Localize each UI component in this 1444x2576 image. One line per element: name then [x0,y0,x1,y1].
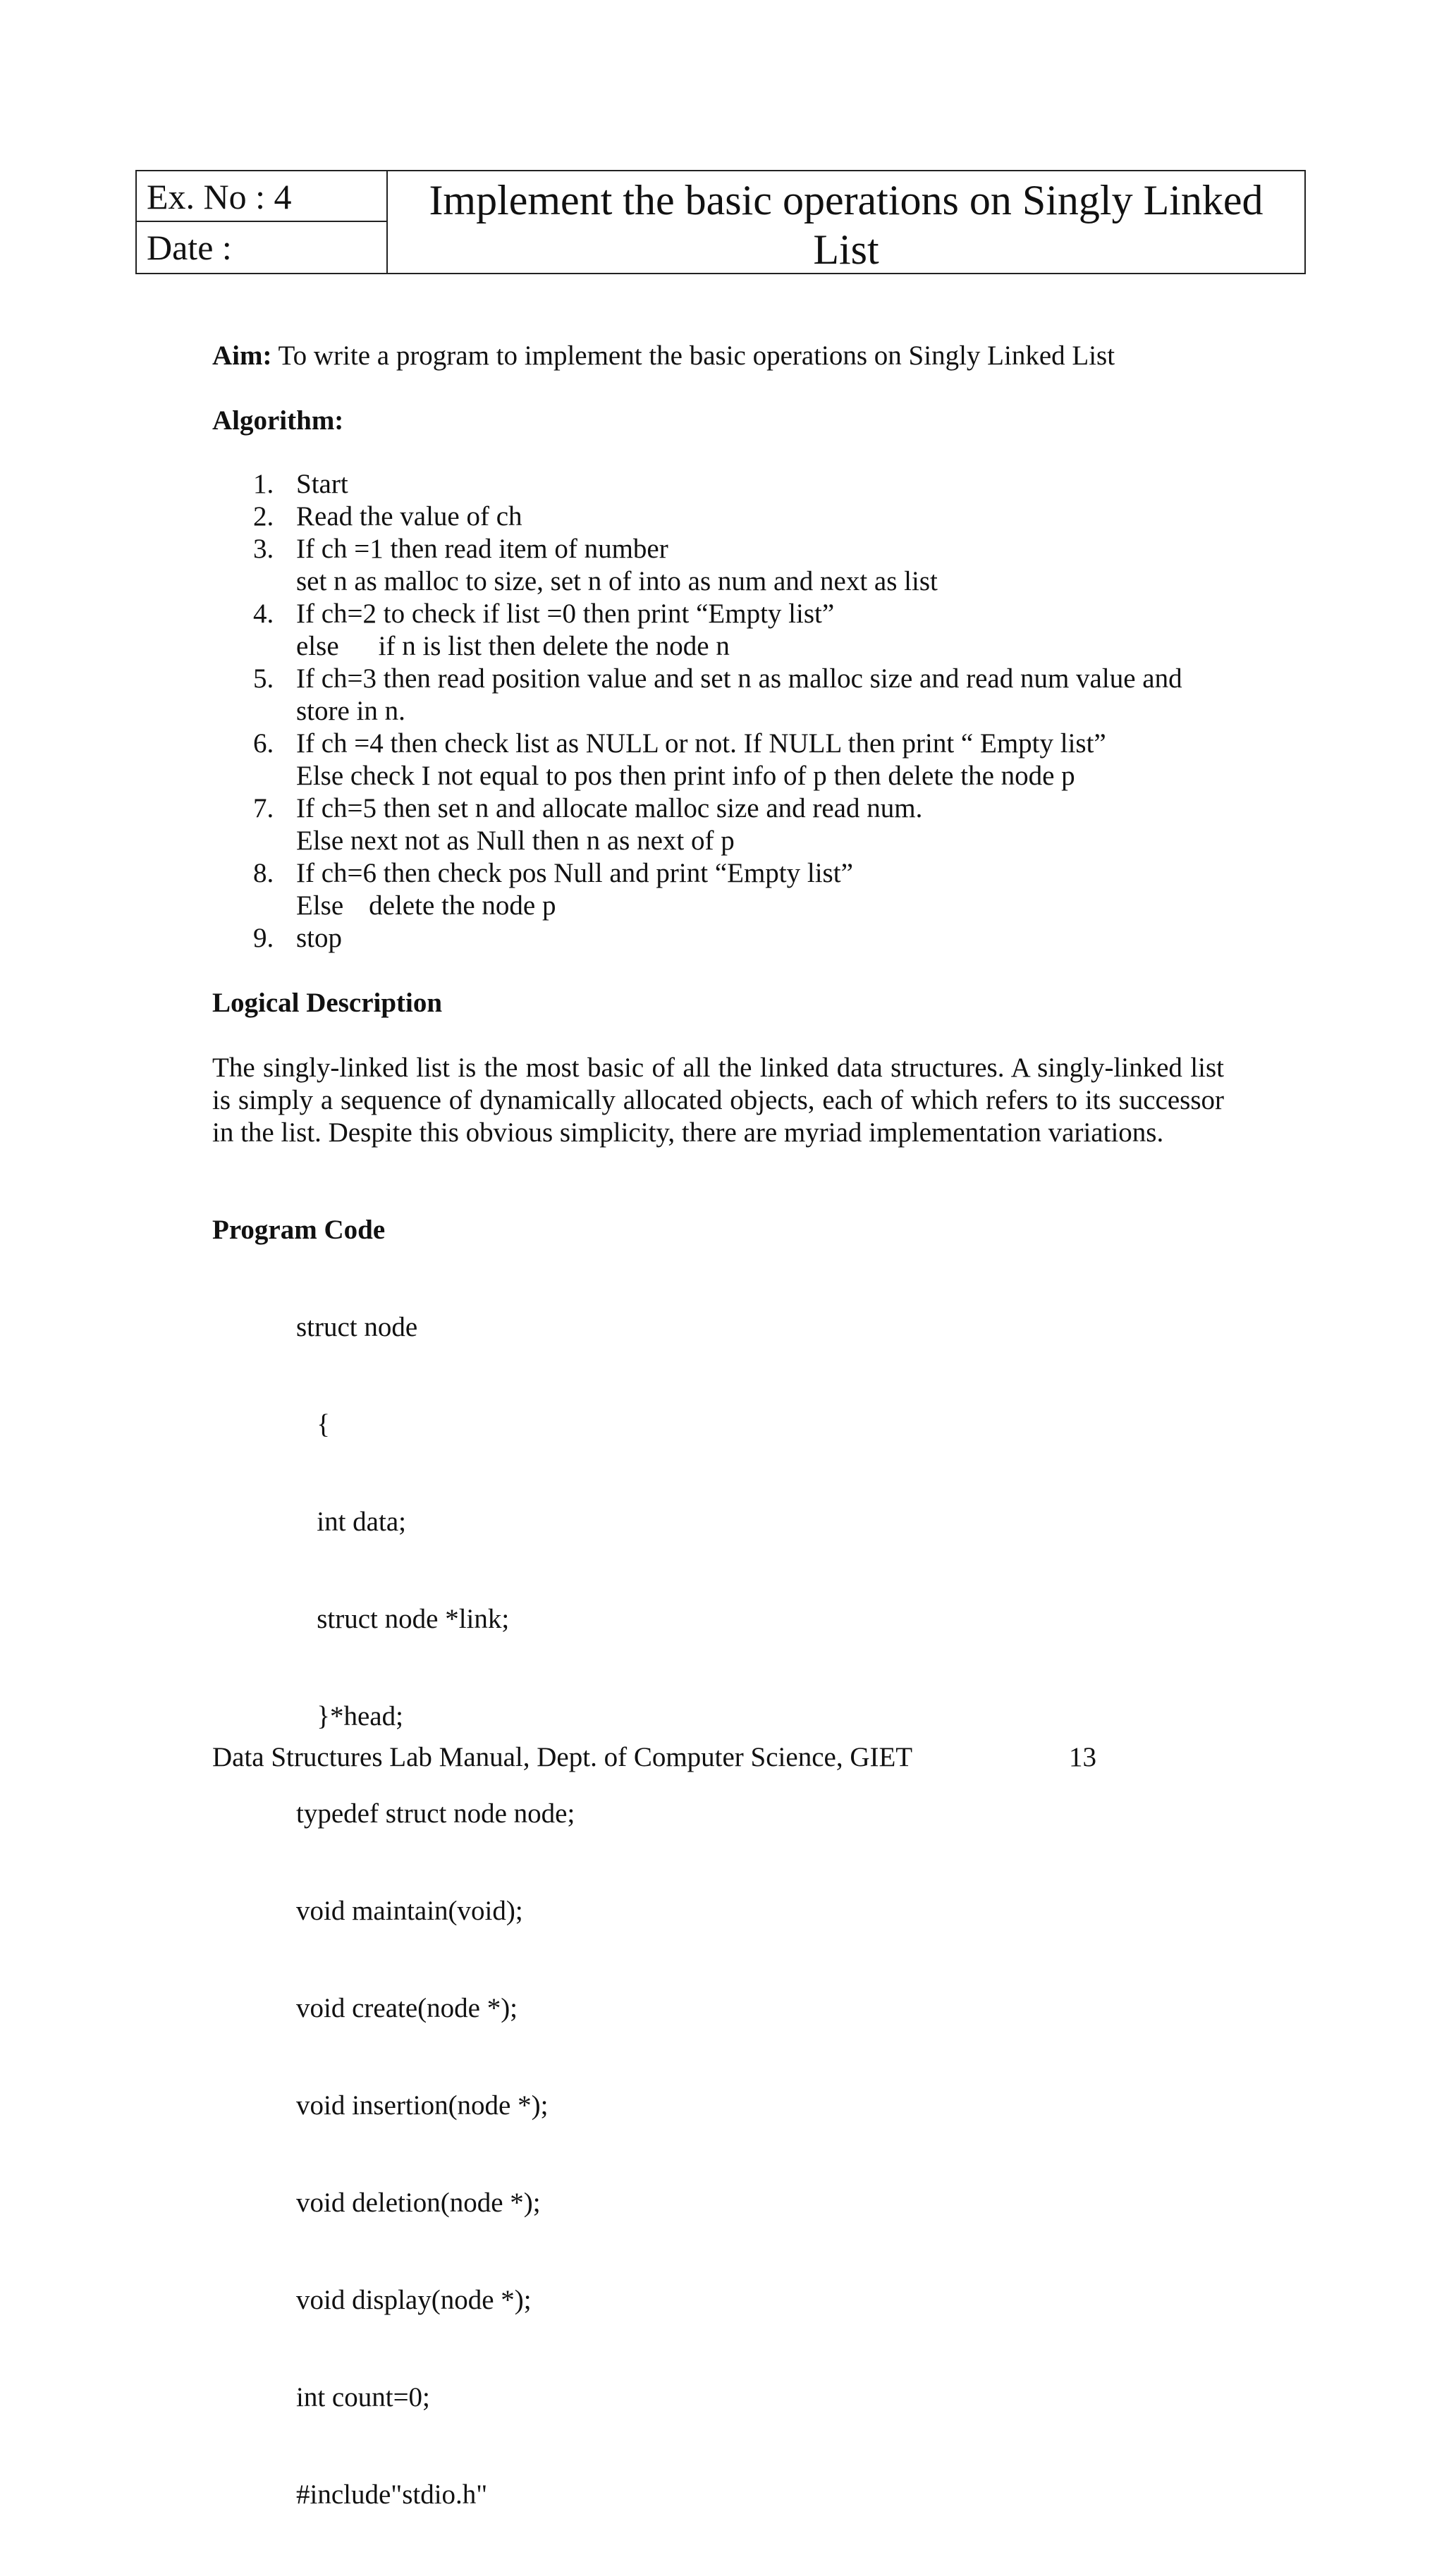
algorithm-step [212,728,1228,792]
step-text: If ch =4 then check list as NULL or not. If NULL then print “ Empty list” [296,728,1106,759]
step-text: Else next not as Null then n as next of p [296,826,735,856]
step-text: If ch=2 to check if list =0 then print “Empty list” [296,599,835,629]
step-text: Else check I not equal to pos then print info of p then delete the node p [296,761,1075,791]
code-line: void create(node *); [296,1993,518,2023]
exercise-title-line-2: List [813,226,879,273]
algorithm-step [212,468,1228,501]
algorithm-step [212,857,1228,922]
code-line: struct node [296,1312,418,1342]
aim-label: Aim: [212,341,272,371]
code-line: void deletion(node *); [296,2188,541,2218]
step-number: 8. [253,858,274,888]
algorithm-step [212,598,1228,663]
step-number: 5. [253,663,274,694]
code-line: void maintain(void); [296,1896,523,1926]
algorithm-step [212,922,1228,955]
step-number: 6. [253,728,274,759]
aim-text: To write a program to implement the basic operations on Singly Linked List [271,341,1115,371]
step-text: If ch=3 then read position value and set n as malloc size and read num value and [296,663,1182,694]
step-text: If ch =1 then read item of number [296,534,668,564]
page-footer: Data Structures Lab Manual, Dept. of Computer Science, GIET [212,1742,913,1772]
code-line: { [296,1409,330,1440]
page-number: 13 [1069,1742,1096,1772]
code-line: typedef struct node node; [296,1798,575,1829]
algorithm-step [212,792,1228,857]
code-line: int data; [296,1507,406,1537]
step-text: else [296,631,339,661]
aim-section [212,340,1228,372]
exercise-title [388,171,1304,273]
code-line: int count=0; [296,2382,430,2412]
step-text: if n is list then delete the node n [378,631,730,661]
exercise-number: Ex. No : 4 [137,171,386,222]
step-text: If ch=6 then check pos Null and print “Empty list” [296,858,853,888]
step-text: stop [296,923,343,953]
exercise-title-line-1: Implement the basic operations on Singly Linked [429,177,1264,223]
algorithm-steps [212,468,1228,955]
algorithm-heading: Algorithm: [212,405,344,436]
logical-description-text: The singly-linked list is the most basic of all the linked data structures. A singly-linked list is simply a sequence of dynamically allocated objects, each of which refers to its successor in the list. Despite this obvious simplicity, there are myriad implementation variations. [212,1053,1224,1148]
step-number: 2. [253,501,274,532]
code-line: }*head; [296,1701,403,1731]
code-line: void insertion(node *); [296,2090,549,2121]
step-text: If ch=5 then set n and allocate malloc size and read num. [296,793,923,823]
step-number: 4. [253,599,274,629]
step-text-continuation [296,890,1228,922]
step-text-continuation [296,630,1228,663]
date-field: Date : [147,228,232,267]
step-number: 3. [253,534,274,564]
header-left-column [137,171,388,273]
step-text: store in n. [296,696,405,726]
header-table [135,170,1306,274]
logical-description-heading: Logical Description [212,988,443,1018]
algorithm-step [212,501,1228,533]
step-text: set n as malloc to size, set n of into as num and next as list [296,566,938,596]
step-text: Start [296,469,348,499]
step-number: 9. [253,923,274,953]
step-number: 7. [253,793,274,823]
step-text: Else [296,890,344,921]
program-code-heading: Program Code [212,1215,386,1245]
code-line: void display(node *); [296,2285,532,2315]
step-text: delete the node p [369,890,556,921]
step-text: Read the value of ch [296,501,522,532]
code-line: struct node *link; [296,1604,510,1634]
step-number: 1. [253,469,274,499]
algorithm-step [212,533,1228,598]
program-code-block [296,1246,575,2576]
algorithm-step [212,663,1228,728]
code-line: #include"stdio.h" [296,2479,488,2510]
